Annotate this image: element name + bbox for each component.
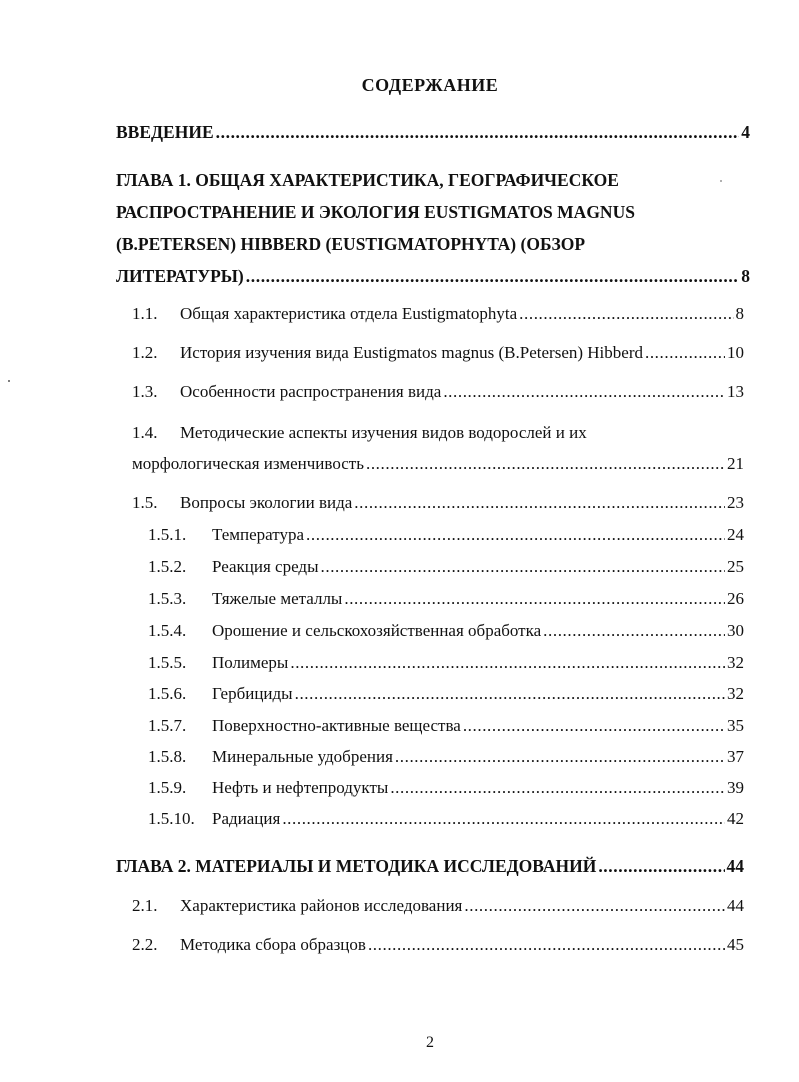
toc-entry-chapter-1[interactable] (116, 266, 750, 286)
toc-entry-2-2[interactable] (132, 935, 744, 955)
toc-entry-1-5-1[interactable] (148, 525, 744, 545)
toc-entry-1-5-6[interactable] (148, 684, 744, 704)
toc-entry-title: Минеральные удобрения (212, 747, 393, 766)
toc-section-number: 1.5.10. (148, 809, 195, 828)
toc-section-number: 2.2. (132, 935, 158, 954)
toc-section-number: 1.5. (132, 493, 158, 512)
toc-page-number: 26 (727, 589, 744, 608)
toc-section-number: 1.5.8. (148, 747, 187, 766)
toc-section-number: 1.5.5. (148, 653, 187, 672)
toc-leader-dots (443, 382, 725, 402)
toc-section-number: 1.5.3. (148, 589, 187, 608)
toc-entry-1-5-8[interactable] (148, 747, 744, 767)
toc-entry-1-5-9[interactable] (148, 778, 744, 798)
toc-page-number: 45 (727, 935, 744, 954)
toc-section-number: 1.4. (132, 423, 158, 442)
toc-entry-introduction[interactable] (116, 122, 750, 142)
toc-leader-dots (463, 716, 725, 736)
toc-entry-1-1[interactable] (132, 304, 744, 324)
toc-page-number: 39 (727, 778, 744, 797)
toc-entry-title: Радиация (212, 809, 281, 828)
toc-page-number: 32 (727, 684, 744, 703)
toc-section-number: 1.2. (132, 343, 158, 362)
toc-page-number: 10 (727, 343, 744, 362)
chapter-1-title-line-3[interactable]: (B.PETERSEN) HIBBERD (EUSTIGMATOPHYTA) (ОБЗОР (116, 234, 586, 254)
toc-entry-chapter-2[interactable] (116, 856, 744, 876)
toc-section-number: 1.1. (132, 304, 158, 323)
page-title: СОДЕРЖАНИЕ (361, 75, 499, 95)
toc-page-number: 35 (727, 716, 744, 735)
toc-leader-dots (368, 935, 725, 955)
toc-page-number: 25 (727, 557, 744, 576)
toc-leader-dots (598, 856, 724, 876)
toc-entry-1-5-7[interactable] (148, 716, 744, 736)
toc-entry-title: Температура (212, 525, 305, 544)
toc-page-number: 8 (735, 304, 744, 323)
toc-entry-1-5-3[interactable] (148, 589, 744, 609)
page-number: 2 (426, 1034, 434, 1051)
toc-entry-title: Общая характеристика отдела Eustigmatophyta (180, 304, 518, 323)
chapter-1-title-line-2[interactable]: РАСПРОСТРАНЕНИЕ И ЭКОЛОГИЯ EUSTIGMATOS MAGNUS (116, 202, 635, 222)
toc-leader-dots (395, 747, 725, 767)
toc-entry-1-5-10[interactable] (148, 809, 744, 829)
chapter-1-title-line-1[interactable]: ГЛАВА 1. ОБЩАЯ ХАРАКТЕРИСТИКА, ГЕОГРАФИЧЕСКОЕ (116, 170, 619, 190)
toc-entry-title: Особенности распространения вида (180, 382, 442, 401)
toc-entry-1-2[interactable] (132, 343, 744, 363)
toc-section-number: 1.5.7. (148, 716, 187, 735)
toc-leader-dots (282, 809, 725, 829)
toc-entry-title: ВВЕДЕНИЕ (116, 122, 214, 142)
toc-leader-dots (216, 122, 740, 142)
toc-page-number: 44 (726, 856, 744, 876)
toc-entry-title: Характеристика районов исследования (180, 896, 463, 915)
toc-page-number: 44 (727, 896, 744, 915)
toc-entry-title-continued: морфологическая изменчивость (132, 454, 364, 473)
toc-page-number: 24 (727, 525, 744, 544)
toc-entry-title: Методические аспекты изучения видов водорослей и их (180, 423, 587, 442)
toc-section-number: 1.5.1. (148, 525, 187, 544)
toc-leader-dots (290, 653, 725, 673)
toc-entry-1-5-2[interactable] (148, 557, 744, 577)
toc-entry-title: История изучения вида Eustigmatos magnus (B.Petersen) Hibberd (180, 343, 643, 362)
toc-leader-dots (321, 557, 726, 577)
toc-entry-title: ГЛАВА 2. МАТЕРИАЛЫ И МЕТОДИКА ИССЛЕДОВАНИЙ (116, 856, 597, 876)
chapter-1-title-line-4: ЛИТЕРАТУРЫ) (116, 266, 244, 286)
toc-leader-dots (645, 343, 725, 363)
toc-entry-2-1[interactable] (132, 896, 744, 916)
toc-entry-1-5-5[interactable] (148, 653, 744, 673)
toc-leader-dots (344, 589, 725, 609)
toc-entry-title: Реакция среды (212, 557, 319, 576)
toc-page-number: 13 (727, 382, 744, 401)
toc-entry-title: Методика сбора образцов (180, 935, 366, 954)
toc-section-number: 1.5.9. (148, 778, 187, 797)
toc-leader-dots (519, 304, 733, 324)
toc-page-number: 8 (741, 266, 750, 286)
toc-leader-dots (390, 778, 725, 798)
toc-entry-1-4-line-1[interactable] (132, 423, 587, 443)
toc-entry-title: Вопросы экологии вида (180, 493, 353, 512)
toc-entry-1-5[interactable] (132, 493, 744, 513)
toc-entry-title: Тяжелые металлы (212, 589, 343, 608)
toc-page-number: 30 (727, 621, 744, 640)
toc-page-number: 37 (727, 747, 744, 766)
scan-speck (720, 180, 722, 182)
toc-page-number: 32 (727, 653, 744, 672)
toc-leader-dots (366, 454, 725, 474)
toc-section-number: 1.5.4. (148, 621, 187, 640)
toc-leader-dots (295, 684, 725, 704)
toc-leader-dots (464, 896, 725, 916)
toc-leader-dots (354, 493, 725, 513)
scan-speck (8, 380, 10, 382)
toc-leader-dots (246, 266, 739, 286)
toc-entry-title: Полимеры (212, 653, 289, 672)
toc-entry-1-3[interactable] (132, 382, 744, 402)
toc-page-number: 4 (741, 122, 750, 142)
toc-entry-title: Поверхностно-активные вещества (212, 716, 461, 735)
toc-entry-1-4[interactable] (132, 454, 744, 474)
toc-entry-title: Нефть и нефтепродукты (212, 778, 389, 797)
toc-section-number: 1.5.2. (148, 557, 187, 576)
toc-entry-title: Орошение и сельскохозяйственная обработка (212, 621, 542, 640)
toc-section-number: 1.3. (132, 382, 158, 401)
toc-entry-title: Гербициды (212, 684, 293, 703)
toc-page-number: 42 (727, 809, 744, 828)
toc-section-number: 1.5.6. (148, 684, 187, 703)
toc-page-number: 21 (727, 454, 744, 473)
toc-leader-dots (543, 621, 725, 641)
toc-page-number: 23 (727, 493, 744, 512)
toc-leader-dots (306, 525, 725, 545)
toc-section-number: 2.1. (132, 896, 158, 915)
toc-entry-1-5-4[interactable] (148, 621, 744, 641)
